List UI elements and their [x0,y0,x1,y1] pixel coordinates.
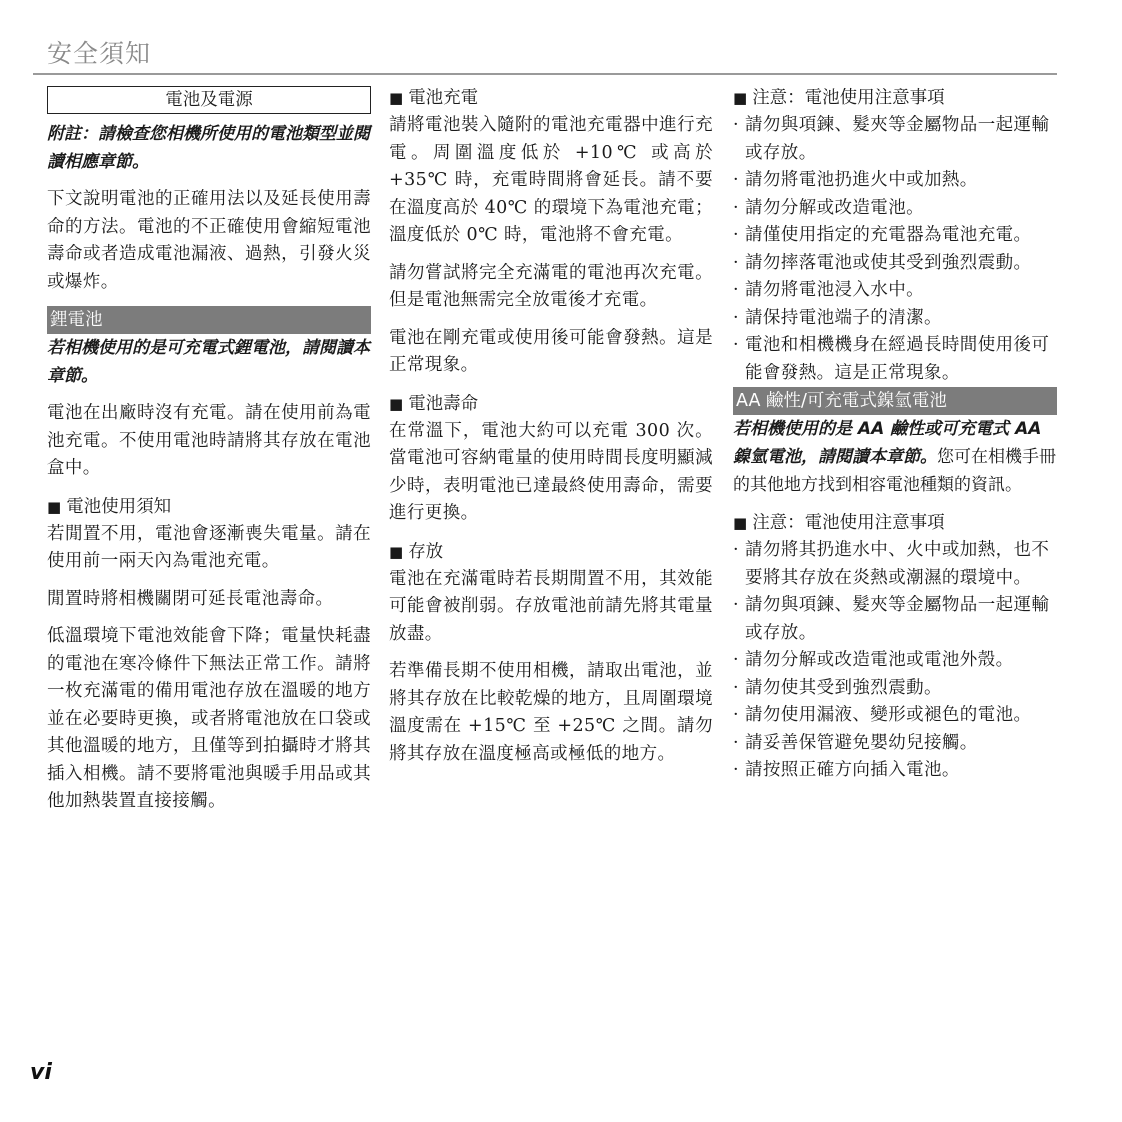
heading-battery-life [389,390,713,418]
aa-italic-note [733,415,1057,499]
square-bullet-icon: ■ [733,89,748,107]
header-divider [33,73,1057,75]
list-item: · 請勿分解或改造電池。 [733,195,1057,223]
heading-storage-label: 存放 [408,541,444,562]
life-paragraph-1: 在常溫下，電池大約可以充電 300 次。當電池可容納電量的使用時間長度明顯減少時，表明電池已達最終使用壽命，需要進行更換。 [389,420,713,523]
heading-battery-life-label: 電池壽命 [408,393,479,414]
list-item: · 請僅使用指定的充電器為電池充電。 [733,222,1057,250]
caution-list-2 [733,537,1057,785]
list-item: · 電池和相機機身在經過長時間使用後可能會發熱。這是正常現象。 [733,332,1057,387]
note-check-battery-type: 附註：請檢查您相機所使用的電池類型並閱讀相應章節。 [47,124,370,172]
heading-charging-label: 電池充電 [408,88,479,108]
intro-paragraph: 下文說明電池的正確用法以及延長使用壽命的方法。電池的不正確使用會縮短電池壽命或者造成電池漏液、過熱，引發火災或爆炸。 [47,189,371,292]
list-item: · 請勿分解或改造電池或電池外殼。 [733,647,1057,675]
heading-caution-1-label: 注意：電池使用注意事項 [752,88,945,108]
square-bullet-icon: ■ [389,542,404,561]
list-item: · 請勿使用漏液、變形或褪色的電池。 [733,702,1057,730]
square-bullet-icon: ■ [389,394,404,413]
square-bullet-icon: ■ [47,497,62,516]
list-item: · 請勿將其扔進水中、火中或加熱，也不要將其存放在炎熱或潮濕的環境中。 [733,537,1057,592]
heading-battery-usage [47,493,371,521]
subsection-bar-lithium: 鋰電池 [47,306,371,334]
heading-caution-2-label: 注意：電池使用注意事項 [752,513,945,533]
list-item: · 請勿與項鍊、髮夾等金屬物品一起運輸或存放。 [733,592,1057,647]
heading-storage [389,538,713,566]
aa-italic-note-text: 若相機使用的是 AA 鹼性或可充電式 AA 鎳氫電池，請閱讀本章節。 [733,419,1042,467]
heading-caution-1 [733,84,1057,112]
page-header-title: 安全須知 [47,39,152,68]
caution-list-1 [733,112,1057,387]
usage-paragraph-3: 低溫環境下電池效能會下降；電量快耗盡的電池在寒冷條件下無法正常工作。請將一枚充滿電的備用電池存放在溫暖的地方並在必要時更換，或者將電池放在口袋或其他溫暖的地方，且僅等到拍攝時才將其插入相機。請不要將電池與暖手用品或其他加熱裝置直接接觸。 [47,626,371,811]
list-item: · 請按照正確方向插入電池。 [733,757,1057,785]
heading-caution-2 [733,509,1057,537]
list-item: · 請勿摔落電池或使其受到強烈震動。 [733,250,1057,278]
usage-paragraph-2: 閒置時將相機關閉可延長電池壽命。 [47,588,334,609]
aa-note-text: 您可在相機手冊的其他地方找到相容電池種類的資訊。 [733,447,1056,495]
list-item: · 請保持電池端子的清潔。 [733,305,1057,333]
page-number: vi [30,1060,52,1085]
list-item: · 請勿將電池扔進火中或加熱。 [733,167,1057,195]
usage-paragraph-1: 若閒置不用，電池會逐漸喪失電量。請在使用前一兩天內為電池充電。 [47,523,371,571]
section-title-battery-power: 電池及電源 [47,86,371,114]
charging-paragraph-1: 請將電池裝入隨附的電池充電器中進行充電。周圍溫度低於 +10℃ 或高於 +35℃ 時，充電時間將會延長。請不要在溫度高於 40℃ 的環境下為電池充電；溫度低於 0℃ 時，電池將不會充電。 [389,115,713,245]
list-item: · 請勿使其受到強烈震動。 [733,675,1057,703]
list-item: · 請勿將電池浸入水中。 [733,277,1057,305]
subsection-bar-aa: AA 鹼性/可充電式鎳氫電池 [733,387,1057,415]
list-item: · 請妥善保管避免嬰幼兒接觸。 [733,730,1057,758]
lithium-paragraph-1: 電池在出廠時沒有充電。請在使用前為電池充電。不使用電池時請將其存放在電池盒中。 [47,403,371,478]
column-middle [389,84,713,768]
square-bullet-icon: ■ [389,89,404,107]
storage-paragraph-2: 若準備長期不使用相機，請取出電池，並將其存放在比較乾燥的地方，且周圍環境溫度需在 +15℃ 至 +25℃ 之間。請勿將其存放在溫度極高或極低的地方。 [389,661,713,764]
charging-paragraph-3: 電池在剛充電或使用後可能會發熱。這是正常現象。 [389,327,713,375]
storage-paragraph-1: 電池在充滿電時若長期閒置不用，其效能可能會被削弱。存放電池前請先將其電量放盡。 [389,568,713,644]
square-bullet-icon: ■ [733,514,748,532]
charging-paragraph-2: 請勿嘗試將完全充滿電的電池再次充電。但是電池無需完全放電後才充電。 [389,262,713,310]
list-item: · 請勿與項鍊、髮夾等金屬物品一起運輸或存放。 [733,112,1057,167]
heading-charging [389,84,713,112]
lithium-italic-note: 若相機使用的是可充電式鋰電池，請閱讀本章節。 [47,338,370,386]
column-left [47,84,371,816]
column-right [733,84,1057,785]
heading-battery-usage-label: 電池使用須知 [66,496,172,517]
